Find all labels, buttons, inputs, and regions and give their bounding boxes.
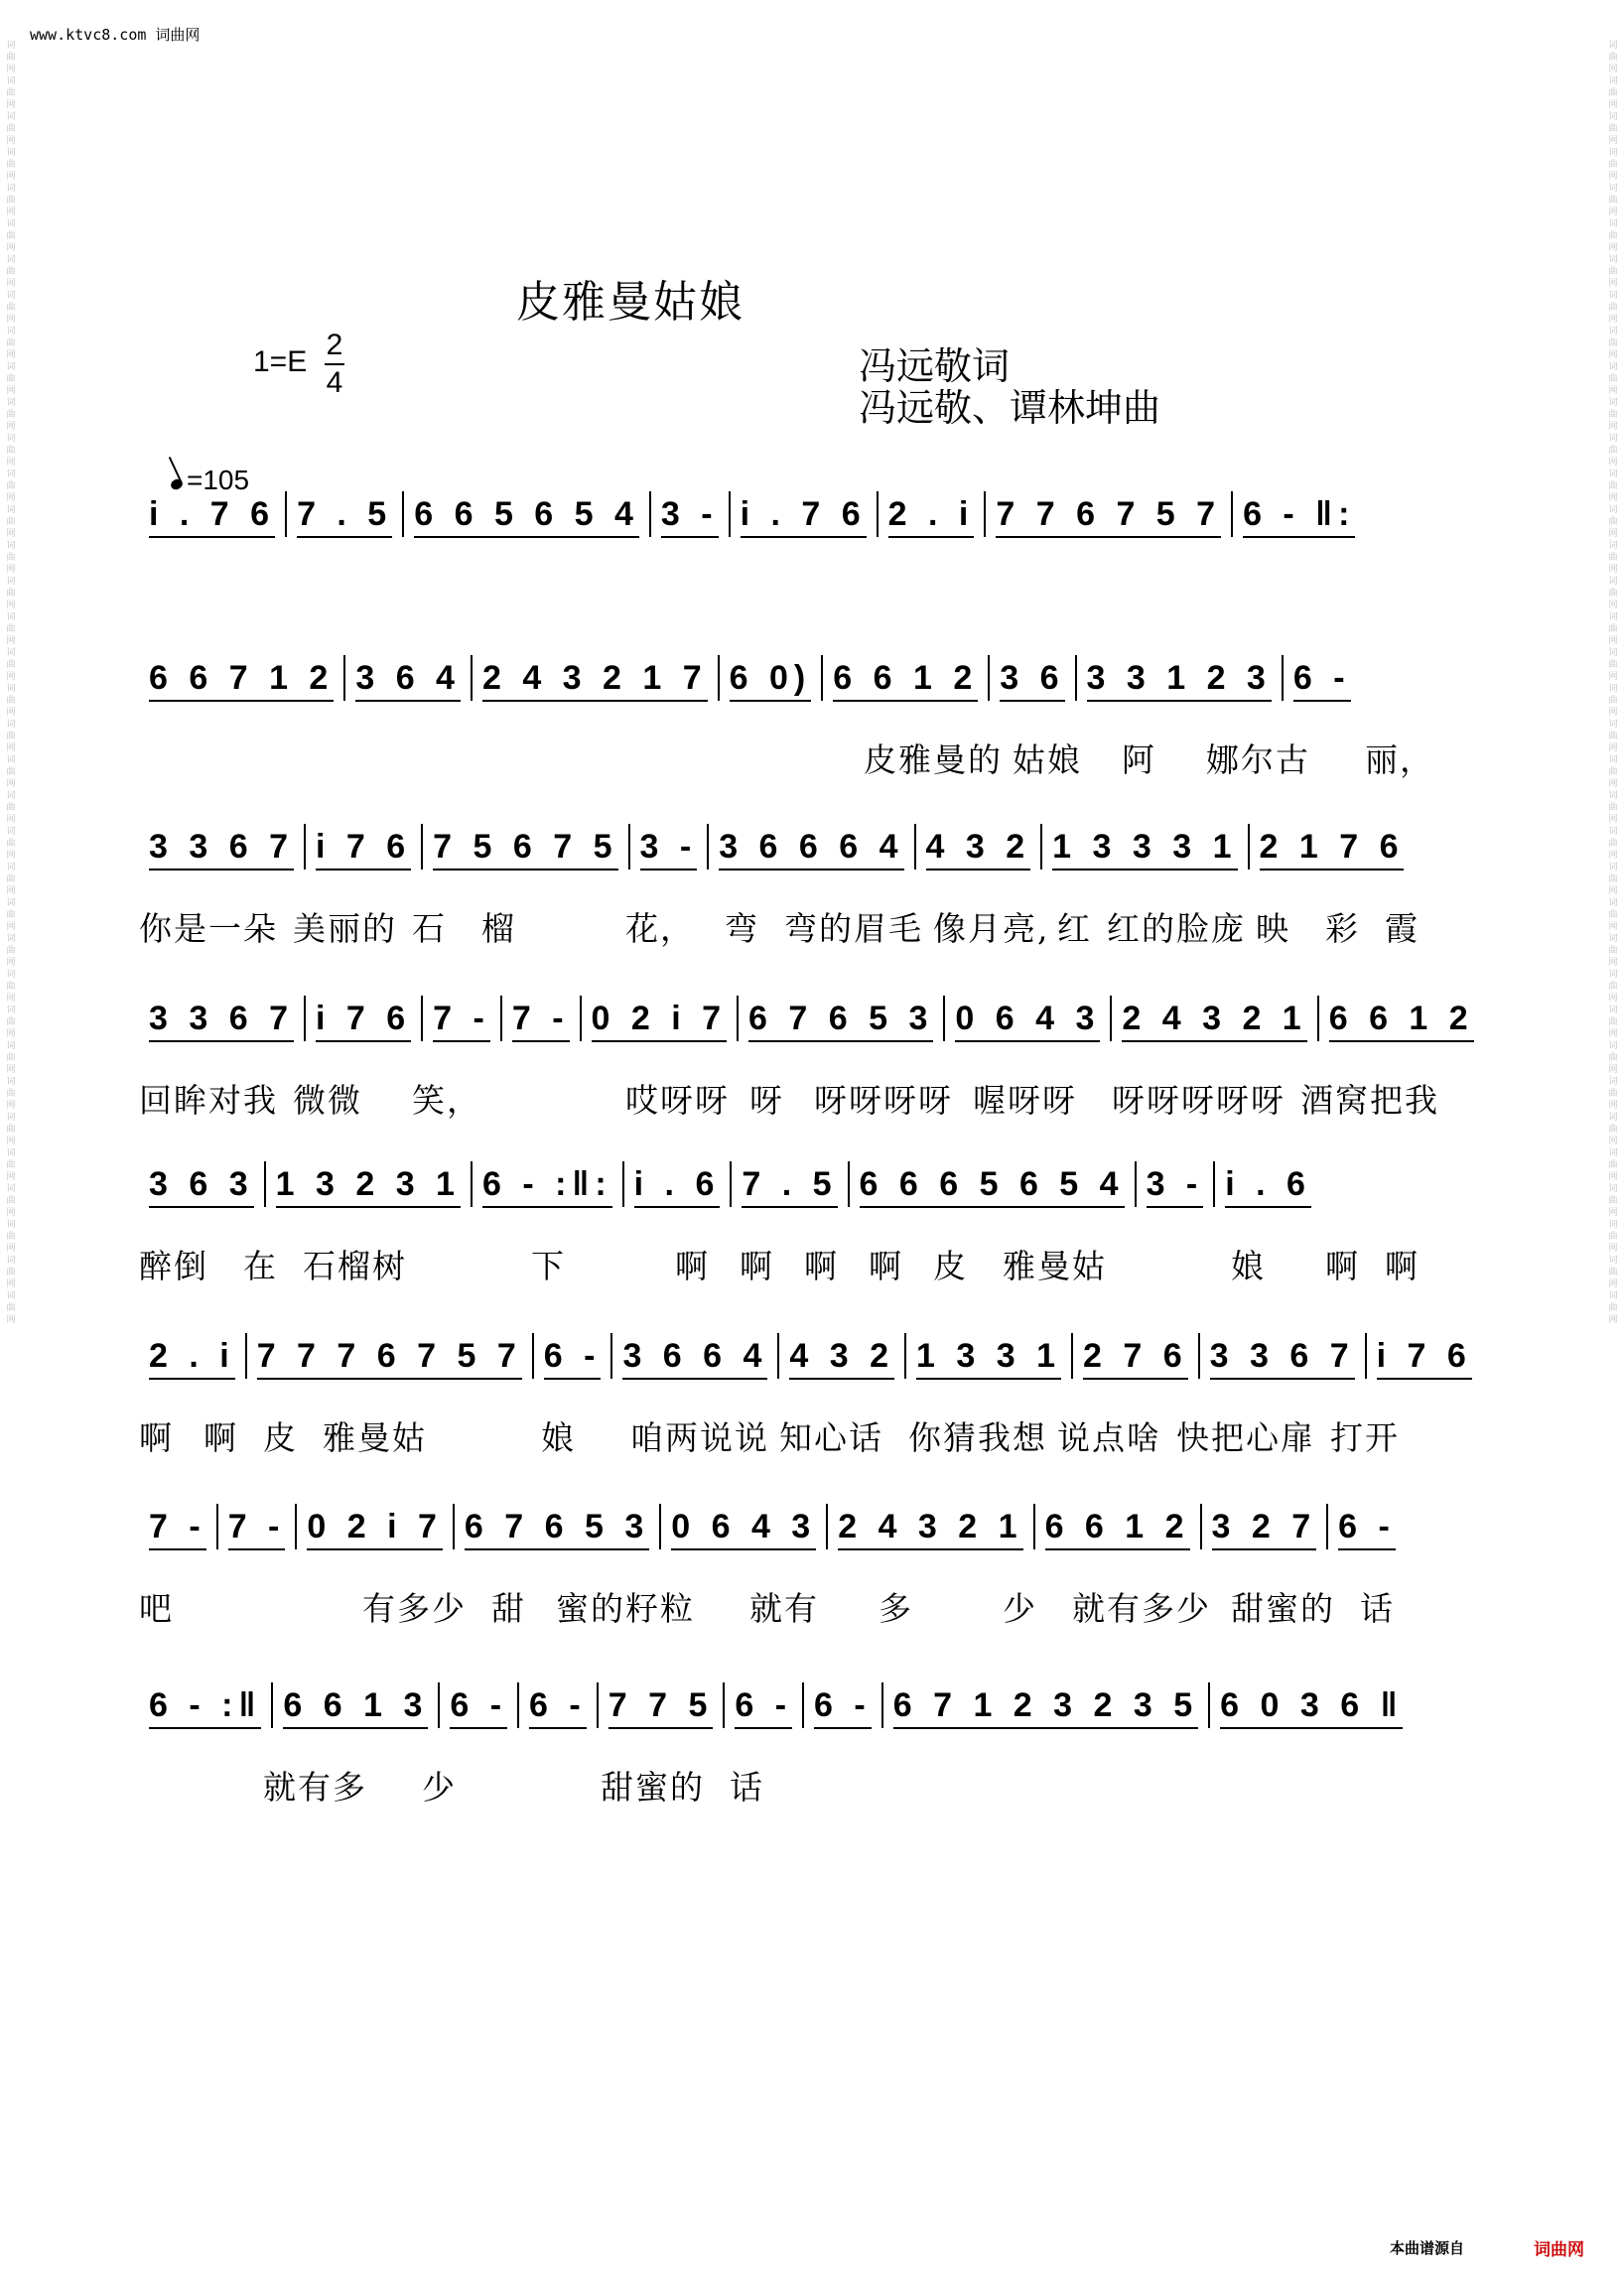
lyric-segment: 阿: [1122, 740, 1156, 779]
measure: i 7 6: [1367, 1333, 1482, 1379]
notation-row: [139, 1161, 1449, 1231]
lyric-segment: 打开: [1330, 1418, 1400, 1457]
measure: 3 6 3: [139, 1161, 266, 1207]
notation-row: [139, 996, 1474, 1065]
measure: 6 -: [440, 1682, 519, 1728]
measure: 2 1 7 6: [1250, 824, 1415, 870]
measure: 2 4 3 2 1 7: [473, 655, 720, 701]
measure: 1 3 3 3 1: [1042, 824, 1249, 870]
lyrics-row: [139, 735, 1449, 778]
lyric-segment: 啊: [1385, 1247, 1420, 1285]
lyric-segment: 快把心扉: [1176, 1418, 1315, 1457]
site-header: www.ktvc8.com 词曲网: [30, 26, 201, 44]
lyrics-row: [139, 1075, 1449, 1119]
lyric-segment: 甜: [491, 1589, 526, 1628]
measure: 6 - :‖:: [473, 1161, 624, 1207]
measure: 3 3 1 2 3: [1077, 655, 1284, 701]
lyric-segment: 话: [1360, 1589, 1395, 1628]
lyric-segment: 就有: [749, 1589, 819, 1628]
measure: 3 2 7: [1202, 1504, 1329, 1549]
measure: 6 6 1 2: [1035, 1504, 1202, 1549]
lyrics-row: [139, 1412, 1449, 1456]
measure: 6 7 1 2 3 2 3 5: [883, 1682, 1210, 1728]
measure: 7 -: [423, 996, 502, 1041]
lyric-segment: 像月亮,: [933, 909, 1050, 948]
measure: 0 6 4 3: [945, 996, 1112, 1041]
lyricist-credit: 冯远敬词: [859, 344, 1011, 388]
song-title: 皮雅曼姑娘: [516, 277, 744, 328]
measure: 6 -: [519, 1682, 599, 1728]
notation-row: [139, 1333, 1472, 1403]
lyric-segment: 彩: [1325, 909, 1360, 948]
lyric-segment: 姑娘: [1013, 740, 1082, 779]
lyric-segment: 话: [730, 1768, 764, 1807]
lyric-segment: 啊: [804, 1247, 839, 1285]
lyric-segment: 红: [1057, 909, 1092, 948]
measure: 4 3 2: [779, 1333, 906, 1379]
tempo-value: =105: [187, 465, 250, 495]
lyric-segment: 甜蜜的: [1231, 1589, 1335, 1628]
measure: 1 3 2 3 1: [266, 1161, 473, 1207]
measure: 3 6 6 6 4: [709, 824, 915, 870]
lyric-segment: 笑，: [412, 1081, 481, 1120]
measure: 7 -: [218, 1504, 298, 1549]
measure: 6 6 6 5 6 5 4: [850, 1161, 1137, 1207]
measure: 7 . 5: [732, 1161, 849, 1207]
measure: 3 6 4: [345, 655, 473, 701]
quarter-note-icon: [169, 477, 184, 491]
lyric-segment: 娘: [541, 1418, 576, 1457]
measure: 7 5 6 7 5: [423, 824, 629, 870]
time-signature-top: 2: [326, 329, 343, 361]
notation-row: [139, 655, 1449, 725]
lyric-segment: 啊: [1325, 1247, 1360, 1285]
lyric-segment: 榴: [481, 909, 516, 948]
measure: 3 -: [630, 824, 710, 870]
measure: 7 7 6 7 5 7: [986, 491, 1233, 537]
lyric-segment: 知心话: [779, 1418, 883, 1457]
lyrics-row: [139, 1241, 1449, 1284]
footer-site-logo[interactable]: 词曲网: [1534, 2240, 1584, 2260]
lyric-segment: 红的脸庞: [1107, 909, 1246, 948]
lyric-segment: 霞: [1385, 909, 1420, 948]
measure: 2 4 3 2 1: [1112, 996, 1318, 1041]
lyric-segment: 微微: [293, 1081, 362, 1120]
lyric-segment: 娜尔古: [1206, 740, 1310, 779]
lyric-segment: 皮: [263, 1418, 298, 1457]
lyric-segment: 哎呀呀: [625, 1081, 730, 1120]
measure: 3 -: [651, 491, 731, 537]
measure: i . 7 6: [139, 491, 287, 537]
lyrics-row: [139, 1583, 1449, 1627]
measure: 0 6 4 3: [661, 1504, 828, 1549]
measure: 6 0): [720, 655, 824, 701]
measure: 6 6 1 2: [1319, 996, 1484, 1041]
lyrics-row: [139, 1762, 1449, 1806]
lyric-segment: 雅曼姑: [1003, 1247, 1107, 1285]
measure: 4 3 2: [916, 824, 1043, 870]
lyric-segment: 酒窝把我: [1300, 1081, 1439, 1120]
side-watermark-right: 词曲网词曲网词曲网词曲网词曲网词曲网词曲网词曲网词曲网词曲网词曲网词曲网词曲网词曲网词曲网词曲网词曲网词曲网词曲网词曲网词曲网词曲网词曲网词曲网词曲网词曲网词曲网词曲网词曲网词曲网词曲网词曲网词曲网词曲网词曲网词曲网: [1608, 41, 1618, 1325]
lyrics-row: [139, 903, 1449, 947]
lyric-segment: 在: [243, 1247, 278, 1285]
measure: 6 - :‖: [139, 1682, 273, 1728]
lyric-segment: 娘: [1231, 1247, 1266, 1285]
measure: 0 2 i 7: [582, 996, 740, 1041]
lyric-segment: 你是一朵: [139, 909, 278, 948]
measure: 0 2 i 7: [297, 1504, 455, 1549]
notation-row: [139, 824, 1449, 893]
lyric-segment: 石榴树: [303, 1247, 407, 1285]
notation-row: [139, 1504, 1449, 1573]
measure: 7 . 5: [287, 491, 404, 537]
measure: 6 6 5 6 5 4: [404, 491, 651, 537]
lyric-segment: 呀呀呀呀: [814, 1081, 953, 1120]
lyric-segment: 少: [1003, 1589, 1037, 1628]
lyric-segment: 皮: [933, 1247, 968, 1285]
measure: 6 -: [1284, 655, 1361, 701]
measure: 6 -: [534, 1333, 613, 1379]
measure: 2 . i: [879, 491, 987, 537]
lyric-segment: 石: [412, 909, 447, 948]
lyric-segment: 多: [879, 1589, 913, 1628]
measure: 6 0 3 6 ‖: [1210, 1682, 1413, 1728]
time-signature-bottom: 4: [326, 366, 343, 399]
lyric-segment: 咱两说说: [630, 1418, 769, 1457]
lyric-segment: 就有多少: [1072, 1589, 1211, 1628]
measure: 2 . i: [139, 1333, 247, 1379]
measure: 2 7 6: [1073, 1333, 1200, 1379]
side-watermark-left: 词曲网词曲网词曲网词曲网词曲网词曲网词曲网词曲网词曲网词曲网词曲网词曲网词曲网词曲网词曲网词曲网词曲网词曲网词曲网词曲网词曲网词曲网词曲网词曲网词曲网词曲网词曲网词曲网词曲网词曲网词曲网词曲网词曲网词曲网词曲网词曲网: [6, 41, 16, 1325]
lyric-segment: 啊: [203, 1418, 238, 1457]
measure: 6 6 7 1 2: [139, 655, 345, 701]
lyric-segment: 有多少: [362, 1589, 467, 1628]
notation-row: [139, 491, 1449, 561]
measure: 6 - ‖:: [1233, 491, 1365, 537]
measure: 6 -: [804, 1682, 883, 1728]
measure: 7 -: [139, 1504, 218, 1549]
lyric-segment: 就有多: [263, 1768, 367, 1807]
measure: 6 7 6 5 3: [455, 1504, 661, 1549]
lyric-segment: 皮雅曼的: [864, 740, 1003, 779]
lyric-segment: 吧: [139, 1589, 174, 1628]
notation-row: [139, 1682, 1449, 1752]
lyric-segment: 呀呀呀呀呀: [1112, 1081, 1286, 1120]
measure: 3 3 6 7: [139, 824, 306, 870]
lyric-segment: 呀: [749, 1081, 784, 1120]
measure: 3 3 6 7: [139, 996, 306, 1041]
lyric-segment: 美丽的: [293, 909, 397, 948]
lyric-segment: 啊: [869, 1247, 903, 1285]
lyric-segment: 下: [531, 1247, 566, 1285]
measure: 6 7 6 5 3: [739, 996, 945, 1041]
measure: 7 -: [502, 996, 582, 1041]
measure: i . 7 6: [731, 491, 879, 537]
measure: 3 6 6 4: [612, 1333, 779, 1379]
footer-source-text: 本曲谱源自: [1390, 2239, 1465, 2257]
measure: 6 -: [1328, 1504, 1406, 1549]
measure: 3 6: [990, 655, 1076, 701]
measure: 2 4 3 2 1: [828, 1504, 1034, 1549]
lyric-segment: 啊: [740, 1247, 774, 1285]
key-signature: 1=E: [253, 345, 308, 378]
measure: 6 6 1 2: [823, 655, 990, 701]
composer-credit: 冯远敬、谭林坤曲: [859, 386, 1161, 430]
measure: 3 -: [1137, 1161, 1216, 1207]
lyric-segment: 弯的眉毛: [784, 909, 923, 948]
lyric-segment: 甜蜜的: [601, 1768, 705, 1807]
lyric-segment: 少: [422, 1768, 457, 1807]
measure: 1 3 3 1: [906, 1333, 1073, 1379]
lyric-segment: 啊: [675, 1247, 710, 1285]
measure: i . 6: [624, 1161, 733, 1207]
measure: i 7 6: [306, 996, 423, 1041]
lyric-segment: 映: [1256, 909, 1290, 948]
lyric-segment: 啊: [139, 1418, 174, 1457]
measure: 3 3 6 7: [1200, 1333, 1367, 1379]
lyric-segment: 回眸对我: [139, 1081, 278, 1120]
lyric-segment: 喔呀呀: [973, 1081, 1077, 1120]
measure: i 7 6: [306, 824, 423, 870]
measure: 6 -: [725, 1682, 804, 1728]
measure: 7 7 5: [599, 1682, 726, 1728]
lyric-segment: 你猜我想: [908, 1418, 1047, 1457]
measure: 7 7 7 6 7 5 7: [247, 1333, 534, 1379]
lyric-segment: 说点啥: [1057, 1418, 1161, 1457]
lyric-segment: 丽，: [1365, 740, 1434, 779]
measure: i . 6: [1215, 1161, 1321, 1207]
time-signature: [323, 328, 346, 401]
lyric-segment: 雅曼姑: [323, 1418, 427, 1457]
measure: 6 6 1 3: [273, 1682, 440, 1728]
lyric-segment: 蜜的籽粒: [556, 1589, 695, 1628]
lyric-segment: 弯: [725, 909, 759, 948]
lyric-segment: 醉倒: [139, 1247, 208, 1285]
lyric-segment: 花，: [625, 909, 695, 948]
